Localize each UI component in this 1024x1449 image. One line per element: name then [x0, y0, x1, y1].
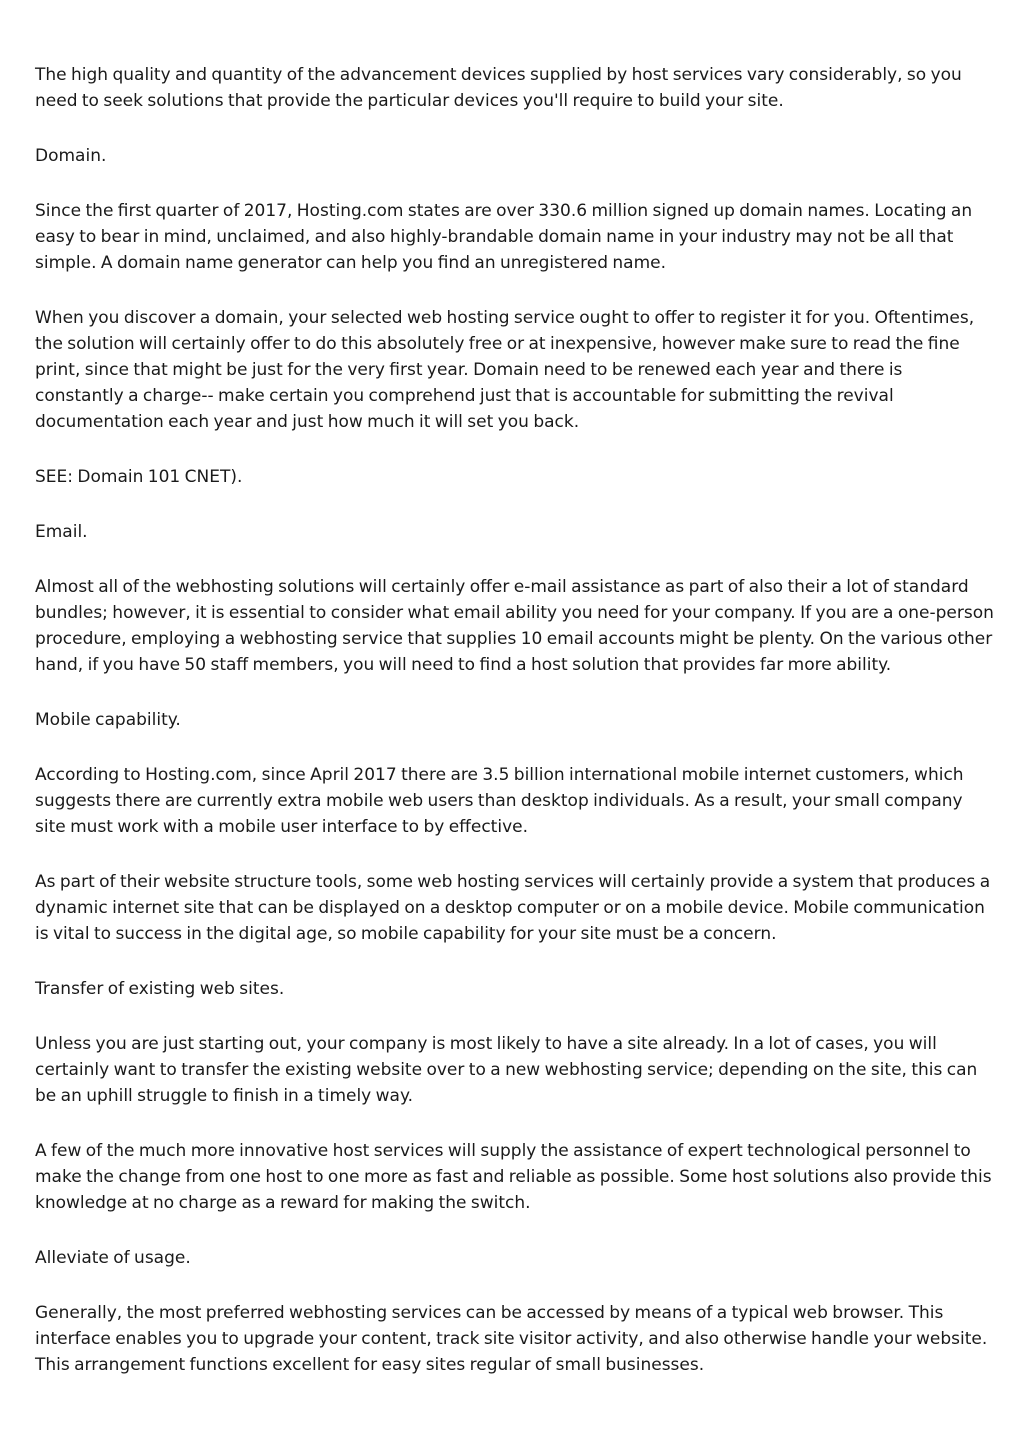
mobile-paragraph-1: According to Hosting.com, since April 2017 there are 3.5 billion international mobile internet customers, which suggests there are currently extra mobile web users than desktop individuals. As a result, your small company site must work with a mobile user interface to by effective.	[35, 765, 964, 837]
domain-paragraph-1: Since the first quarter of 2017, Hosting.com states are over 330.6 million signed up domain names. Locating an easy to bear in mind, unclaimed, and also highly-brandable domain name in your industry may not be all that simple. A domain name generator can help you find an unregistered name.	[35, 201, 973, 273]
heading-email: Email.	[35, 522, 88, 542]
heading-transfer: Transfer of existing web sites.	[35, 979, 285, 999]
document-page	[35, 62, 995, 1407]
email-paragraph: Almost all of the webhosting solutions will certainly offer e-mail assistance as part of also their a lot of standard bundles; however, it is essential to consider what email ability you need for your company. If you are a one-person procedure, employing a webhosting service that supplies 10 email accounts might be plenty. On the various other hand, if you have 50 staff members, you will need to find a host solution that provides far more ability.	[35, 577, 994, 675]
transfer-paragraph-1: Unless you are just starting out, your company is most likely to have a site already. In a lot of cases, you will certainly want to transfer the existing website over to a new webhosting service; depending on the site, this can be an uphill struggle to finish in a timely way.	[35, 1034, 978, 1106]
mobile-paragraph-2: As part of their website structure tools, some web hosting services will certainly provide a system that produces a dynamic internet site that can be displayed on a desktop computer or on a mobile device. Mobile communication is vital to success in the digital age, so mobile capability for your site must be a concern.	[35, 872, 991, 944]
domain-paragraph-2: When you discover a domain, your selected web hosting service ought to offer to register it for you. Oftentimes, the solution will certainly offer to do this absolutely free or at inexpensive, however make sure to read the fine print, since that might be just for the very first year. Domain need to be renewed each year and there is constantly a charge-- make certain you comprehend just that is accountable for submitting the revival documentation each year and just how much it will set you back.	[35, 308, 975, 432]
heading-ease-of-usage: Alleviate of usage.	[35, 1248, 191, 1268]
heading-domain: Domain.	[35, 146, 107, 166]
heading-mobile-capability: Mobile capability.	[35, 710, 181, 730]
usage-paragraph: Generally, the most preferred webhosting services can be accessed by means of a typical web browser. This interface enables you to upgrade your content, track site visitor activity, and also otherwise handle your website. This arrangement functions excellent for easy sites regular of small businesses.	[35, 1303, 988, 1375]
transfer-paragraph-2: A few of the much more innovative host services will supply the assistance of expert technological personnel to make the change from one host to one more as fast and reliable as possible. Some host solutions also provide this knowledge at no charge as a reward for making the switch.	[35, 1141, 992, 1213]
intro-paragraph: The high quality and quantity of the advancement devices supplied by host services vary considerably, so you need to seek solutions that provide the particular devices you'll require to build your site.	[35, 65, 962, 111]
see-reference: SEE: Domain 101 CNET).	[35, 467, 243, 487]
